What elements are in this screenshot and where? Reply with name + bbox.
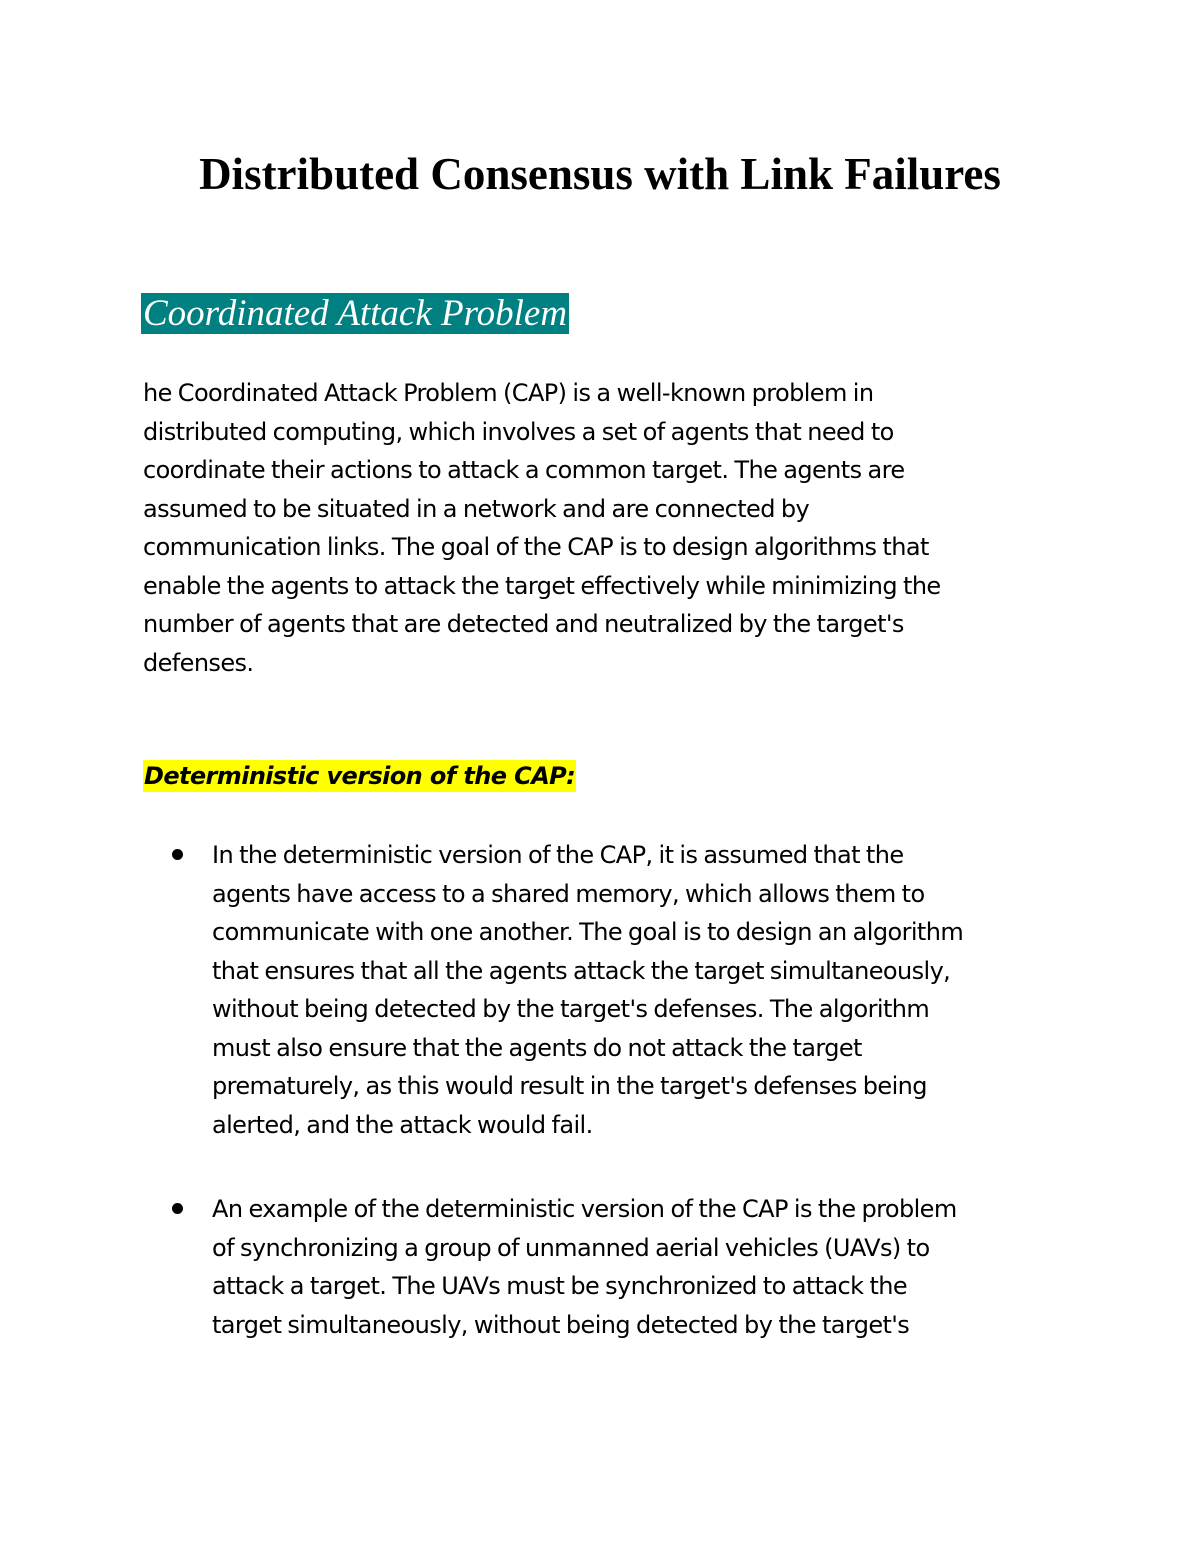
paragraph-line: assumed to be situated in a network and are connected by xyxy=(143,494,810,523)
list-item-line: In the deterministic version of the CAP, it is assumed that the xyxy=(212,841,904,869)
bullet-icon xyxy=(172,1203,183,1214)
section-heading-highlight: Coordinated Attack Problem xyxy=(143,293,568,334)
paragraph-line: defenses. xyxy=(143,648,254,677)
paragraph-line: coordinate their actions to attack a common target. The agents are xyxy=(143,456,905,484)
list-item-line: must also ensure that the agents do not attack the target xyxy=(212,1033,862,1062)
list-item-line: An example of the deterministic version of the CAP is the problem xyxy=(212,1195,957,1223)
list-item-line: attack a target. The UAVs must be synchronized to attack the xyxy=(212,1272,908,1300)
document-title: Distributed Consensus with Link Failures xyxy=(199,149,1001,199)
list-item-line: target simultaneously, without being detected by the target's xyxy=(212,1310,910,1339)
section-heading-coordinated-attack-problem xyxy=(141,290,569,338)
paragraph-line: number of agents that are detected and neutralized by the target's xyxy=(143,610,904,638)
list-item-line: without being detected by the target's defenses. The algorithm xyxy=(212,995,930,1023)
list-item-line: agents have access to a shared memory, which allows them to xyxy=(212,879,925,908)
paragraph-line: distributed computing, which involves a set of agents that need to xyxy=(143,417,894,446)
list-item-line: prematurely, as this would result in the target's defenses being xyxy=(212,1072,927,1100)
paragraph-cap-introduction xyxy=(143,374,1103,682)
list-item-line: communicate with one another. The goal is to design an algorithm xyxy=(212,918,964,946)
paragraph-line: he Coordinated Attack Problem (CAP) is a well-known problem in xyxy=(143,379,874,407)
paragraph-line: communication links. The goal of the CAP is to design algorithms that xyxy=(143,533,929,561)
list-item-line: that ensures that all the agents attack the target simultaneously, xyxy=(212,956,951,985)
paragraph-line: enable the agents to attack the target effectively while minimizing the xyxy=(143,571,941,600)
list-item xyxy=(212,1190,1112,1344)
list-item-line: alerted, and the attack would fail. xyxy=(212,1110,593,1139)
bullet-icon xyxy=(172,849,183,860)
section-heading-highlight: Deterministic version of the CAP: xyxy=(144,762,576,790)
list-item xyxy=(212,836,1112,1144)
section-heading-deterministic-version xyxy=(143,757,576,795)
list-item-line: of synchronizing a group of unmanned aerial vehicles (UAVs) to xyxy=(212,1233,930,1262)
